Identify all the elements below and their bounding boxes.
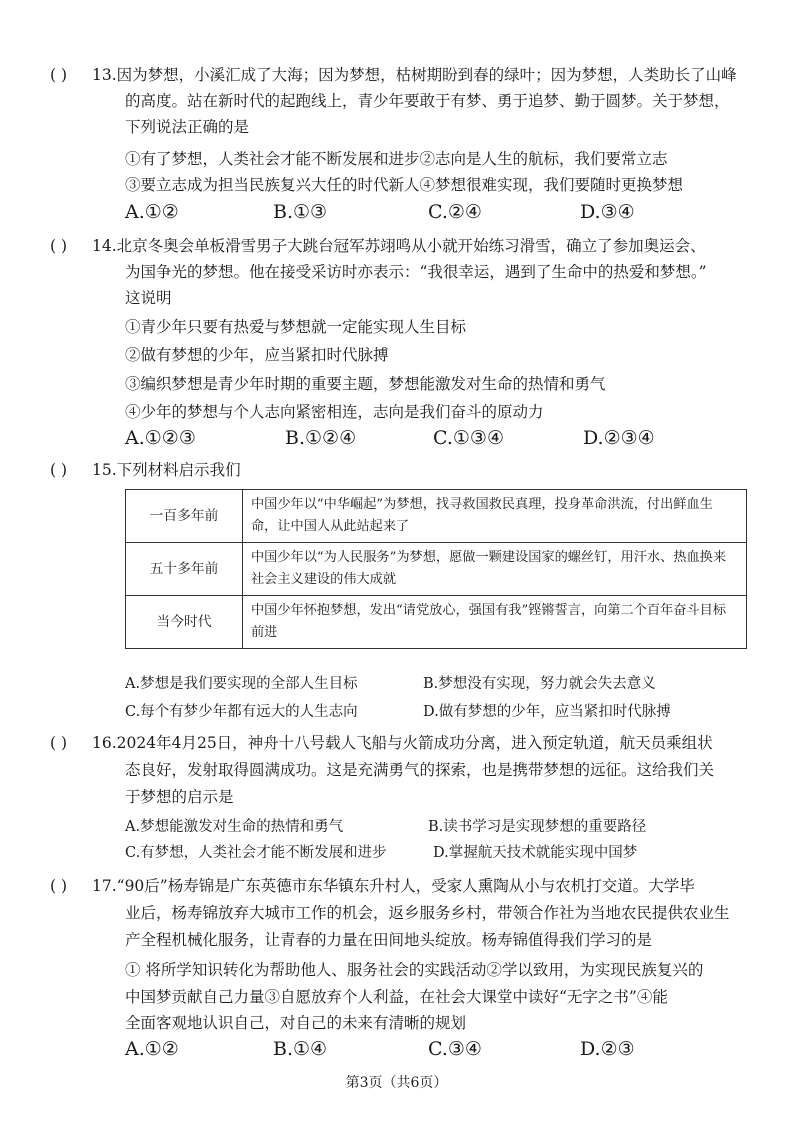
era-cell: 五十多年前 (126, 543, 243, 596)
answer-paren[interactable]: ( ) (50, 734, 68, 752)
statement-line: 中国梦贡献自己力量③自愿放弃个人利益，在社会大课堂中读好“无字之书”④能 (125, 988, 668, 1006)
material-cell: 中国少年以“中华崛起”为梦想，找寻救国救民真理，投身革命洪流，付出鲜血生命，让中国人从此站起来了 (243, 490, 747, 543)
statement-line: ③要立志成为担当民族复兴大任的时代新人④梦想很难实现，我们要随时更换梦想 (125, 176, 684, 194)
option-c[interactable]: C.①③④ (433, 427, 504, 449)
option-a[interactable]: A.①② (125, 201, 179, 223)
question-stem-line: 14.北京冬奥会单板滑雪男子大跳台冠军苏翊鸣从小就开始练习滑雪，确立了参加奥运会、 (92, 237, 706, 255)
option-a[interactable]: A.梦想能激发对生命的热情和勇气 (125, 819, 344, 835)
option-b[interactable]: B.读书学习是实现梦想的重要路径 (428, 819, 647, 835)
option-b[interactable]: B.梦想没有实现，努力就会失去意义 (423, 676, 656, 692)
option-a[interactable]: A.①②③ (125, 427, 196, 449)
option-c[interactable]: C.③④ (428, 1038, 482, 1060)
table-row (126, 596, 747, 649)
question-stem-line: 于梦想的启示是 (125, 788, 234, 806)
question-stem-line: 业后，杨寿锦放弃大城市工作的机会，返乡服务乡村，带领合作社为当地农民提供农业生 (125, 904, 730, 922)
option-c[interactable]: C.②④ (428, 201, 482, 223)
question-stem-line: 下列说法正确的是 (125, 118, 250, 136)
answer-paren[interactable]: ( ) (50, 66, 68, 84)
statement-line: ④少年的梦想与个人志向紧密相连，志向是我们奋斗的原动力 (125, 403, 544, 421)
table-row (126, 490, 747, 543)
option-d[interactable]: D.②③ (580, 1038, 635, 1060)
question-stem-line: 16.2024年4月25日，神舟十八号载人飞船与火箭成功分离，进入预定轨道，航天员乘组状 (92, 734, 713, 752)
material-table (125, 489, 747, 649)
answer-paren[interactable]: ( ) (50, 461, 68, 479)
option-a[interactable]: A.梦想是我们要实现的全部人生目标 (125, 676, 358, 692)
answer-paren[interactable]: ( ) (50, 237, 68, 255)
answer-paren[interactable]: ( ) (50, 877, 68, 895)
option-b[interactable]: B.①④ (273, 1038, 328, 1060)
statement-line: ②做有梦想的少年，应当紧扣时代脉搏 (125, 346, 389, 364)
option-d[interactable]: D.③④ (580, 201, 635, 223)
question-stem-line: 13.因为梦想，小溪汇成了大海；因为梦想，枯树期盼到春的绿叶；因为梦想，人类助长了山峰 (92, 66, 737, 84)
statement-line: 全面客观地认识自己，对自己的未来有清晰的规划 (125, 1014, 467, 1032)
material-cell: 中国少年怀抱梦想，发出“请党放心，强国有我”铿锵誓言，向第二个百年奋斗目标前进 (243, 596, 747, 649)
page-footer: 第3页（共6页） (345, 1075, 448, 1091)
material-cell: 中国少年以“为人民服务”为梦想，愿做一颗建设国家的螺丝钉，用汗水、热血换来社会主义建设的伟大成就 (243, 543, 747, 596)
table-row (126, 543, 747, 596)
option-b[interactable]: B.①③ (273, 201, 328, 223)
question-stem-line: 为国争光的梦想。他在接受采访时亦表示：“我很幸运，遇到了生命中的热爱和梦想。” (125, 263, 707, 281)
question-stem-line: 的高度。站在新时代的起跑线上，青少年要敢于有梦、勇于追梦、勤于圆梦。关于梦想， (125, 92, 730, 110)
era-cell: 一百多年前 (126, 490, 243, 543)
statement-line: ① 将所学知识转化为帮助他人、服务社会的实践活动②学以致用，为实现民族复兴的 (125, 961, 704, 979)
option-b[interactable]: B.①②④ (285, 427, 357, 449)
statement-line: ①有了梦想，人类社会才能不断发展和进步②志向是人生的航标，我们要常立志 (125, 150, 668, 168)
statement-line: ③编织梦想是青少年时期的重要主题，梦想能激发对生命的热情和勇气 (125, 375, 606, 393)
question-stem-line: 态良好，发射取得圆满成功。这是充满勇气的探索，也是携带梦想的远征。这给我们关 (125, 761, 715, 779)
question-stem-line: 产全程机械化服务，让青春的力量在田间地头绽放。杨寿锦值得我们学习的是 (125, 931, 653, 949)
question-stem-line: 这说明 (125, 289, 172, 307)
option-d[interactable]: D.掌握航天技术就能实现中国梦 (433, 845, 638, 861)
option-a[interactable]: A.①② (125, 1038, 179, 1060)
option-c[interactable]: C.有梦想，人类社会才能不断发展和进步 (125, 845, 387, 861)
option-c[interactable]: C.每个有梦少年都有远大的人生志向 (125, 704, 358, 720)
question-stem-line: 15.下列材料启示我们 (92, 461, 241, 479)
era-cell: 当今时代 (126, 596, 243, 649)
option-d[interactable]: D.做有梦想的少年，应当紧扣时代脉搏 (423, 704, 671, 720)
option-d[interactable]: D.②③④ (583, 427, 655, 449)
statement-line: ①青少年只要有热爱与梦想就一定能实现人生目标 (125, 318, 467, 336)
question-stem-line: 17.“90后”杨寿锦是广东英德市东华镇东升村人，受家人熏陶从小与农机打交道。大学毕 (92, 877, 695, 895)
